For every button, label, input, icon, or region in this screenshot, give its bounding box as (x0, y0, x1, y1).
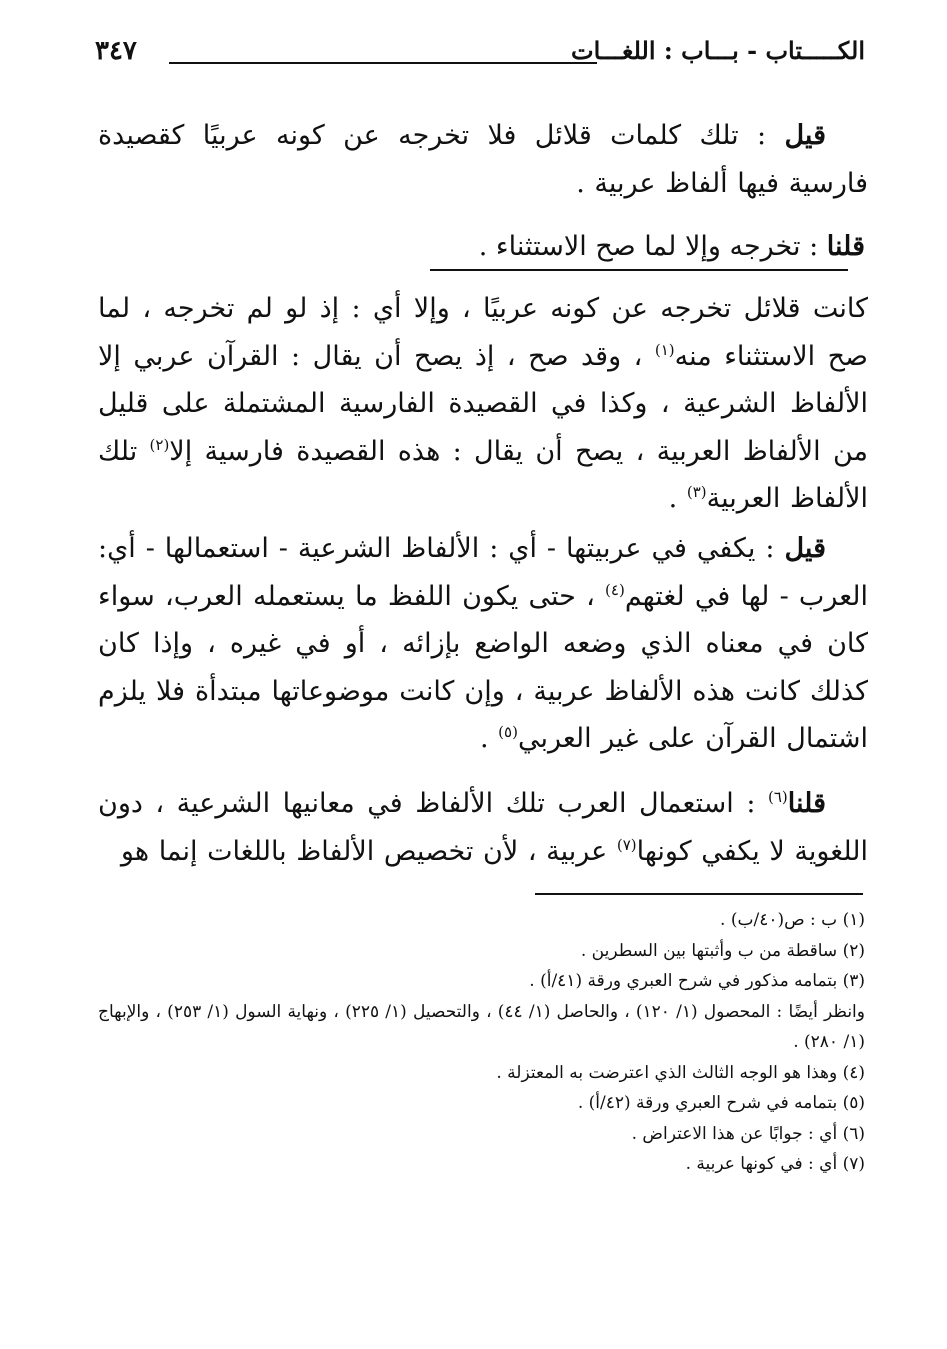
footnote-ref: (١) (654, 340, 675, 359)
footnote-ref: (٣) (686, 483, 707, 501)
footnote-2: (٢) ساقطة من ب وأثبتها بين السطرين . (580, 940, 865, 961)
underline-rule (430, 269, 848, 271)
paragraph-lead: قلنا (826, 231, 865, 262)
running-title: الكـــــتاب - بـــاب : اللغـــات (571, 36, 865, 65)
paragraph-text: : تخرجه وإلا لما صح الاستثناء . (478, 231, 819, 262)
paragraph-lead: قيل (784, 120, 826, 151)
paragraph-4 (98, 525, 868, 763)
footnote-5: (٥) بتمامه في شرح العبري ورقة (٤٢/أ) . (577, 1093, 865, 1113)
footnote-ref: (٢) (149, 435, 170, 454)
paragraph-text: : استعمال العرب تلك الألفاظ في معانيها الشرعية ، دون اللغوية لا يكفي كونها (98, 788, 868, 867)
paragraph-text: تلك الألفاظ العربية (98, 435, 868, 514)
paragraph-text: . (479, 723, 489, 754)
footnote-ref: (٥) (498, 723, 518, 741)
footnote-3: (٣) بتمامه مذكور في شرح العبري ورقة (٤١/أ) . (529, 971, 865, 991)
paragraph-text: : تلك كلمات قلائل فلا تخرجه عن كونه عربيًا كقصيدة فارسية فيها ألفاظ عربية . (98, 120, 868, 199)
page-header (95, 28, 865, 78)
page-number: ٣٤٧ (95, 36, 137, 66)
paragraph-3 (98, 285, 868, 523)
header-rule (169, 62, 597, 64)
paragraph-lead: قيل (784, 533, 826, 564)
paragraph-text: : يكفي في عربيتها - أي : الألفاظ الشرعية - استعمالها - أي: العرب - لها في لغتهم (98, 533, 869, 612)
footnote-ref: (٤) (605, 580, 625, 599)
paragraph-2 (479, 223, 865, 270)
footnote-3-continuation: وانظر أيضًا : المحصول (١/ ١٢٠) ، والحاصل (١/ ٤٤) ، والتحصيل (١/ ٢٢٥) ، ونهاية السول (١/ ٢٥٣) ، والإبهاج (١/ ٢٨٠) . (98, 1001, 865, 1052)
paragraph-text: كانت قلائل تخرجه عن كونه عربيًا ، وإلا أي : إذ لو لم تخرجه ، لما صح الاستثناء منه (98, 293, 868, 372)
footnote-4: (٤) وهذا هو الوجه الثالث الذي اعترضت به المعتزلة . (496, 1062, 865, 1083)
paragraph-1 (98, 112, 868, 207)
footnote-1: (١) ب : ص(٤٠/ب) . (720, 910, 865, 930)
footnote-ref: (٦) (767, 788, 788, 806)
footnote-7: (٧) أي : في كونها عربية . (685, 1154, 865, 1174)
paragraph-lead: قلنا (787, 788, 826, 819)
paragraph-text: . (668, 483, 678, 514)
paragraph-text: عربية ، لأن تخصيص الألفاظ باللغات إنما هو (120, 835, 608, 867)
footnote-6: (٦) أي : جوابًا عن هذا الاعتراض . (631, 1123, 865, 1144)
paragraph-text: ، وقد صح ، إذ يصح أن يقال : القرآن عربي إلا الألفاظ الشرعية ، وكذا في القصيدة الفارسية المشتملة على قليل من الألفاظ العربية ، يصح أن يقال : هذه القصيدة فارسية إلا (98, 340, 868, 467)
paragraph-5 (98, 780, 868, 875)
paragraph-text: ، حتى يكون اللفظ ما يستعمله العرب، سواء كان في معناه الذي وضعه الواضع بإزائه ، أو في غيره ، وإذا كان كذلك كانت هذه الألفاظ عربية ، وإن كانت موضوعاتها مبتدأة فلا يلزم اشتمال القرآن على غير العربي (98, 580, 868, 754)
footnotes (98, 905, 865, 1180)
footnote-separator (535, 893, 863, 895)
footnote-ref: (٧) (616, 835, 637, 854)
